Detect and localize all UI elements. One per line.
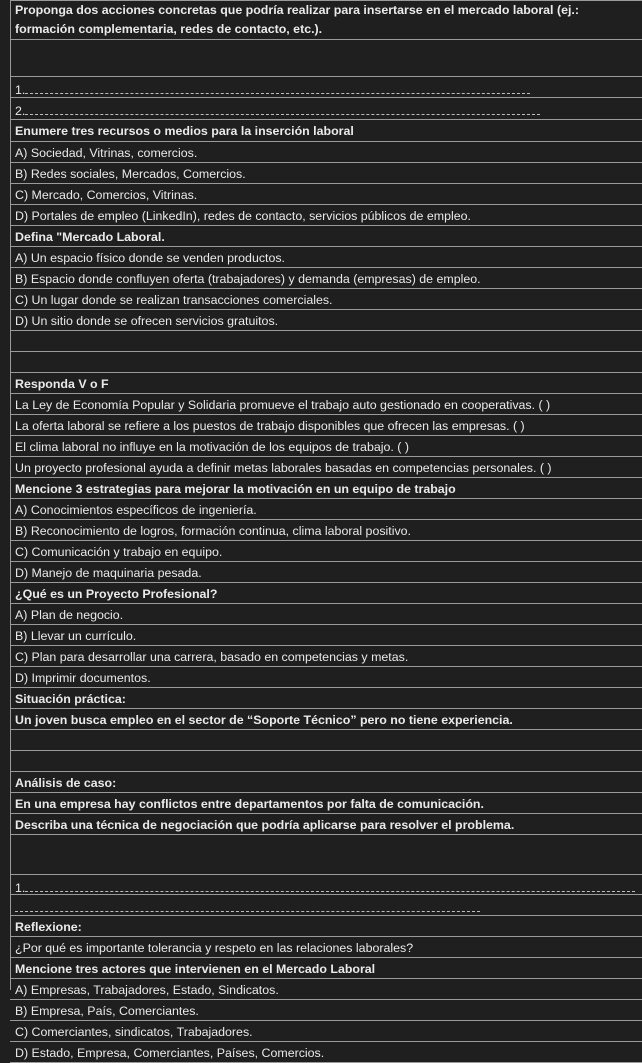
row-text: ¿Qué es un Proyecto Profesional? [15, 587, 218, 601]
answer-line [10, 457, 642, 478]
blank-line [10, 895, 642, 916]
row-text: Responda V o F [15, 377, 109, 391]
row-text: Situación práctica: [15, 692, 126, 706]
row-text: C) Un lugar donde se realizan transacciones comerciales. [15, 293, 333, 307]
answer-line [10, 541, 642, 562]
answer-line [10, 163, 642, 184]
answer-line [10, 98, 642, 120]
row-text: C) Plan para desarrollar una carrera, basado en competencias y metas. [15, 650, 409, 664]
row-text: La Ley de Economía Popular y Solidaria promueve el trabajo auto gestionado en cooperativas. ( ) [15, 398, 551, 412]
row-text: Un proyecto profesional ayuda a definir metas laborales basadas en competencias personales. ( ) [15, 461, 552, 475]
row-text: D) Manejo de maquinaria pesada. [15, 566, 202, 580]
answer-line [10, 937, 642, 958]
row-text: El clima laboral no influye en la motivación de los equipos de trabajo. ( ) [15, 440, 409, 454]
row-text: Proponga dos acciones concretas que podría realizar para insertarse en el mercado laboral (ej.: formación complementaria, redes de contacto, etc.). [15, 3, 579, 36]
blank-line [10, 835, 642, 875]
row-text: A) Empresas, Trabajadores, Estado, Sindicatos. [15, 983, 279, 997]
row-text: D) Imprimir documentos. [15, 671, 151, 685]
row-text: A) Sociedad, Vitrinas, comercios. [15, 146, 198, 160]
row-text: C) Mercado, Comercios, Vitrinas. [15, 188, 198, 202]
answer-line [10, 247, 642, 268]
blank-line [10, 331, 642, 352]
row-text: B) Redes sociales, Mercados, Comercios. [15, 167, 246, 181]
answer-line [10, 604, 642, 625]
answer-line [10, 142, 642, 163]
answer-line [10, 520, 642, 541]
answer-line [10, 667, 642, 688]
question-heading [10, 688, 642, 709]
question-heading [10, 120, 642, 142]
answer-line [10, 289, 642, 310]
row-text: C) Comunicación y trabajo en equipo. [15, 545, 223, 559]
answer-line [10, 625, 642, 646]
question-heading [10, 583, 642, 604]
row-text: D) Portales de empleo (LinkedIn), redes de contacto, servicios públicos de empleo. [15, 209, 471, 223]
row-text: En una empresa hay conflictos entre departamentos por falta de comunicación. [15, 797, 484, 811]
row-text: B) Llevar un currículo. [15, 629, 137, 643]
row-text: 1. [15, 881, 26, 895]
answer-blank[interactable] [25, 92, 530, 94]
answer-line [10, 436, 642, 457]
row-text: 1. [15, 83, 26, 97]
answer-line [10, 1021, 642, 1042]
question-heading [10, 772, 642, 793]
answer-blank[interactable] [25, 113, 540, 115]
question-heading [10, 226, 642, 247]
blank-line [10, 751, 642, 772]
row-text: A) Conocimientos específicos de ingeniería. [15, 503, 257, 517]
question-heading [10, 793, 642, 814]
answer-line [10, 77, 642, 98]
row-text: ¿Por qué es importante tolerancia y respeto en las relaciones laborales? [15, 941, 414, 955]
answer-line [10, 394, 642, 415]
question-heading [10, 709, 642, 730]
row-text: 2. [15, 104, 26, 118]
question-heading [10, 373, 642, 394]
answer-line [10, 268, 642, 289]
row-text: B) Empresa, País, Comerciantes. [15, 1004, 199, 1018]
row-text: Reflexione: [15, 920, 82, 934]
question-heading [10, 916, 642, 937]
row-text: A) Un espacio físico donde se venden productos. [15, 251, 286, 265]
question-heading [10, 958, 642, 979]
row-text: Defina "Mercado Laboral. [15, 230, 165, 244]
answer-blank[interactable] [15, 910, 480, 912]
answer-line [10, 184, 642, 205]
row-text: Mencione 3 estrategias para mejorar la motivación en un equipo de trabajo [15, 482, 456, 496]
question-heading [10, 814, 642, 835]
answer-line [10, 979, 642, 1000]
row-text: B) Reconocimiento de logros, formación continua, clima laboral positivo. [15, 524, 412, 538]
question-heading [10, 478, 642, 499]
answer-line [10, 415, 642, 436]
answer-line [10, 499, 642, 520]
answer-line [10, 562, 642, 583]
answer-line [10, 310, 642, 331]
row-text: C) Comerciantes, sindicatos, Trabajadores. [15, 1025, 253, 1039]
answer-line [10, 1000, 642, 1021]
row-text: Describa una técnica de negociación que podría aplicarse para resolver el problema. [15, 818, 515, 832]
row-text: La oferta laboral se refiere a los puestos de trabajo disponibles que ofrecen las empresas. ( ) [15, 419, 525, 433]
blank-line [10, 730, 642, 751]
row-text: D) Estado, Empresa, Comerciantes, Países, Comercios. [15, 1046, 325, 1060]
blank-line [10, 352, 642, 373]
question-heading [10, 0, 642, 40]
answer-line [10, 205, 642, 226]
row-text: B) Espacio donde confluyen oferta (trabajadores) y demanda (empresas) de empleo. [15, 272, 481, 286]
row-text: A) Plan de negocio. [15, 608, 124, 622]
row-text: Mencione tres actores que intervienen en el Mercado Laboral [15, 962, 376, 976]
row-text: Enumere tres recursos o medios para la inserción laboral [15, 124, 354, 138]
answer-blank[interactable] [25, 890, 635, 892]
answer-line [10, 1042, 642, 1063]
row-text: Análisis de caso: [15, 776, 117, 790]
answer-line [10, 875, 642, 895]
row-text: Un joven busca empleo en el sector de “Soporte Técnico” pero no tiene experiencia. [15, 713, 513, 727]
blank-line [10, 40, 642, 77]
answer-line [10, 646, 642, 667]
row-text: D) Un sitio donde se ofrecen servicios gratuitos. [15, 314, 279, 328]
